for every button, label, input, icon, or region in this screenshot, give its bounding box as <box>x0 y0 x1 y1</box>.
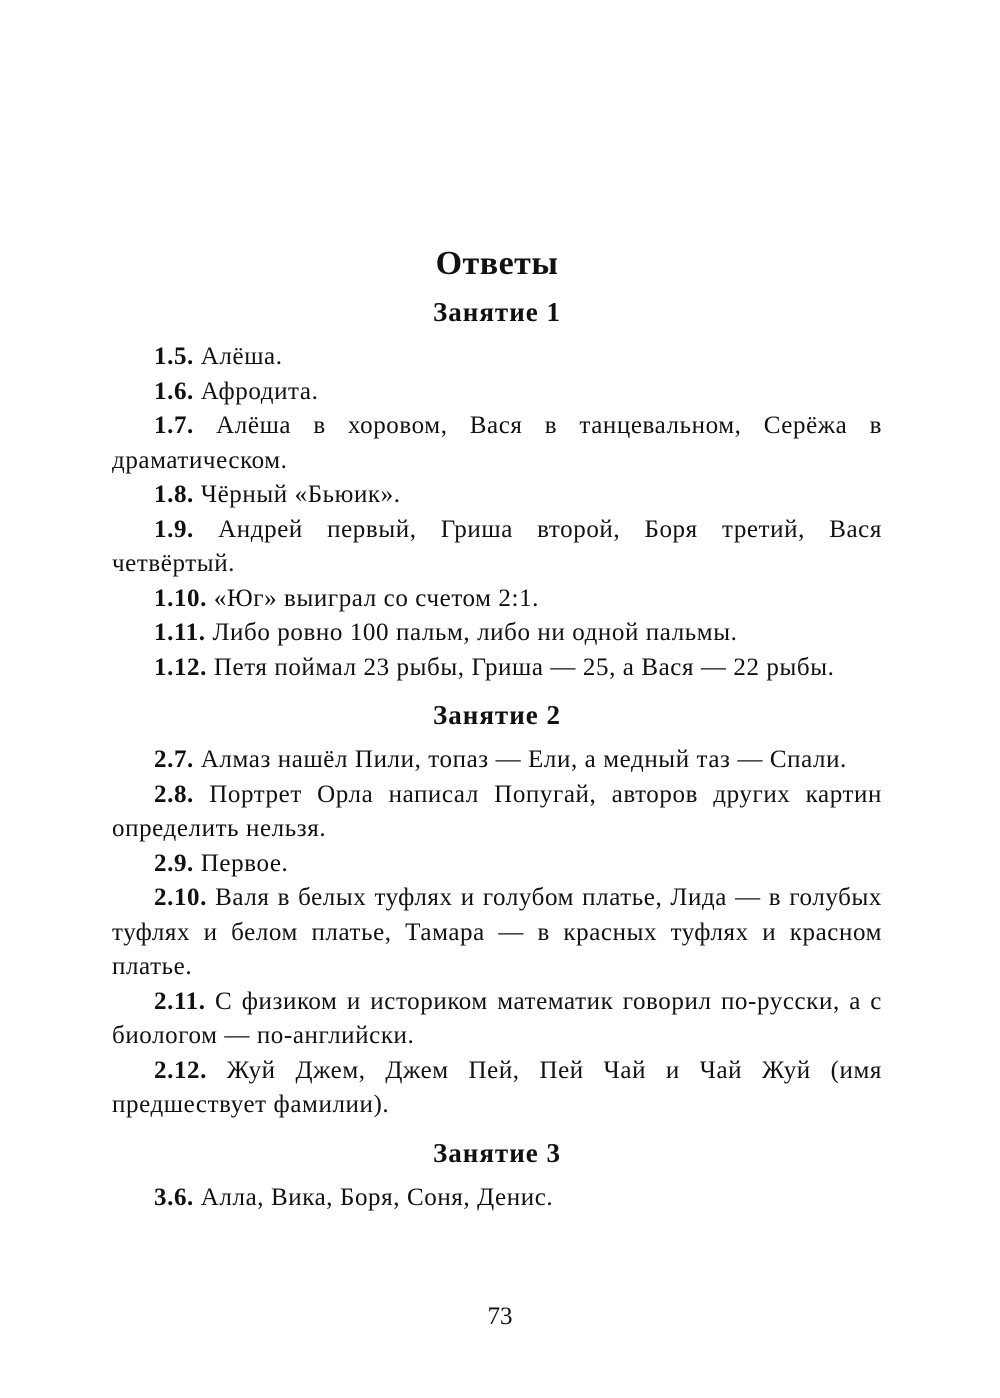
answer-text: Алмаз нашёл Пили, топаз — Ели, а медный таз — Спали. <box>200 746 847 773</box>
answer-item <box>112 743 882 778</box>
answer-text: Портрет Орла написал Попугай, авторов других картин определить нельзя. <box>112 780 882 842</box>
answer-number: 1.10. <box>154 584 207 612</box>
answer-item <box>112 985 882 1054</box>
answer-number: 2.10. <box>154 884 207 911</box>
answer-number: 2.11. <box>154 987 206 1015</box>
answer-text: Афродита. <box>200 377 319 405</box>
answer-item <box>112 478 882 513</box>
section-lesson-2 <box>112 697 882 1123</box>
section-heading: Занятие 3 <box>433 1137 561 1168</box>
answer-item <box>112 1054 882 1123</box>
answer-item <box>112 340 882 375</box>
answer-item <box>112 778 882 847</box>
answer-number: 2.12. <box>154 1056 207 1084</box>
answer-number: 1.12. <box>154 653 207 681</box>
section-lesson-3 <box>112 1135 882 1216</box>
answer-text: Алёша в хоровом, Вася в танцевальном, Серёжа в драматическом. <box>112 412 882 474</box>
answer-text: Петя поймал 23 рыбы, Гриша — 25, а Вася — 22 рыбы. <box>213 653 835 681</box>
answer-item <box>112 847 882 882</box>
answer-text: Валя в белых туфлях и голубом платье, Лида — в голубых туфлях и белом платье, Тамара — в красных туфлях и красном платье. <box>112 884 882 980</box>
answer-text: Алёша. <box>200 343 283 370</box>
answer-text: Андрей первый, Гриша второй, Боря третий, Вася четвёртый. <box>112 515 882 577</box>
answer-text: Либо ровно 100 пальм, либо ни одной пальмы. <box>212 619 738 646</box>
answer-text: Первое. <box>200 849 289 877</box>
answer-text: Жуй Джем, Джем Пей, Пей Чай и Чай Жуй (имя предшествует фамилии). <box>112 1056 882 1118</box>
answer-item <box>112 375 882 410</box>
answers-page <box>112 238 882 1215</box>
answer-number: 1.8. <box>154 481 194 508</box>
answer-text: Чёрный «Бьюик». <box>200 481 401 508</box>
answer-number: 2.9. <box>154 849 194 877</box>
answer-number: 3.6. <box>154 1183 194 1211</box>
answer-item <box>112 513 882 582</box>
answer-number: 1.5. <box>154 343 194 370</box>
page-number: 73 <box>487 1303 513 1330</box>
section-heading: Занятие 2 <box>433 700 561 730</box>
answer-number: 1.6. <box>154 377 194 405</box>
section-lesson-1 <box>112 294 882 685</box>
answer-number: 2.7. <box>154 746 194 773</box>
answer-number: 2.8. <box>154 780 194 808</box>
answer-item <box>112 582 882 617</box>
answer-number: 1.7. <box>154 412 194 439</box>
answer-item <box>112 651 882 686</box>
answer-text: С физиком и историком математик говорил по-русски, а с биологом — по-английски. <box>112 987 883 1049</box>
answer-item <box>112 409 882 478</box>
answer-text: «Юг» выиграл со счетом 2:1. <box>213 584 540 612</box>
answer-item <box>112 616 882 651</box>
answer-item <box>112 1181 882 1216</box>
section-heading: Занятие 1 <box>433 297 561 327</box>
page-title: Ответы <box>435 245 559 282</box>
answer-number: 1.11. <box>154 619 206 646</box>
answer-number: 1.9. <box>154 515 194 543</box>
answer-text: Алла, Вика, Боря, Соня, Денис. <box>200 1183 554 1211</box>
answer-item <box>112 881 882 985</box>
